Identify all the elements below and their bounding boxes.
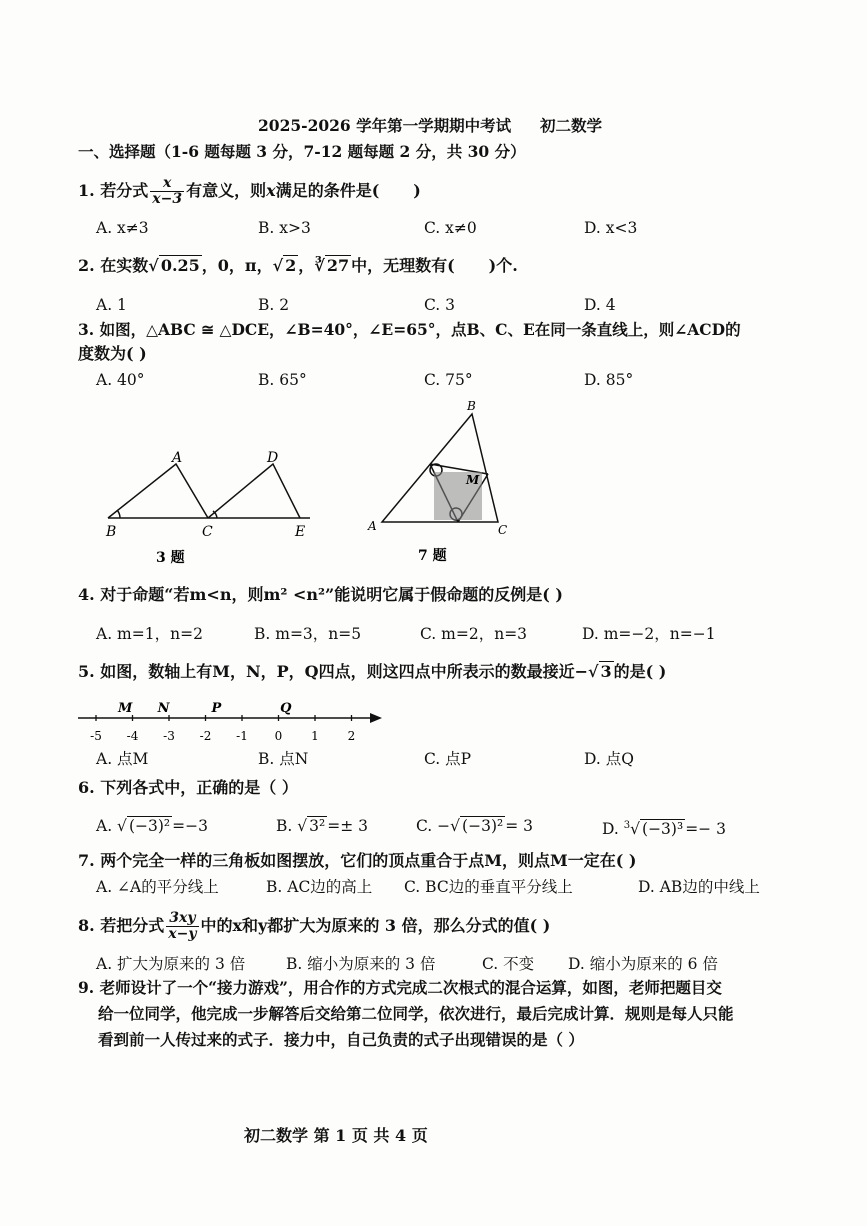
q2-num: 2.	[78, 256, 95, 275]
q3-label-a: A	[172, 450, 183, 466]
q1-post2: 满足的条件是(	[275, 181, 380, 200]
q6-a-radicand: (−3)²	[128, 817, 171, 835]
q2-option-a[interactable]: A. 1	[96, 296, 127, 314]
q4-option-b[interactable]: B. m=3，n=5	[254, 625, 362, 643]
question-4: 4. 对于命题“若m<n，则m² <n²”能说明它属于假命题的反例是( )	[78, 585, 563, 604]
q5-text-post: 的是( )	[613, 662, 667, 681]
q2-option-d[interactable]: D. 4	[584, 296, 616, 314]
q3-line-2: 度数为( )	[78, 344, 147, 363]
q6-d-rest: =− 3	[685, 820, 726, 839]
q8-frac-num: 3xy	[166, 911, 198, 927]
q4-option-d[interactable]: D. m=−2，n=−1	[582, 625, 716, 643]
q8-option-b[interactable]: B. 缩小为原来的 3 倍	[286, 955, 436, 973]
axis-tick-label: -2	[199, 729, 212, 743]
q2-close: )个.	[488, 256, 518, 275]
q8-option-a[interactable]: A. 扩大为原来的 3 倍	[96, 955, 246, 973]
section-heading: 一、选择题（1-6 题每题 3 分，7-12 题每题 2 分，共 30 分）	[78, 142, 526, 161]
q4-option-c[interactable]: C. m=2，n=3	[420, 625, 528, 643]
q1-post: 有意义，则	[186, 181, 267, 200]
q7-option-a[interactable]: A. ∠A的平分线上	[96, 878, 219, 896]
axis-tick-label: -4	[126, 729, 139, 743]
q6-d-label: D.	[602, 820, 619, 839]
axis-point-label-m: M	[118, 701, 133, 716]
q2-sep: ，	[298, 256, 315, 275]
q9-line-1: 9. 老师设计了一个“接力游戏”，用合作的方式完成二次根式的混合运算，如图，老师把题目交	[78, 978, 722, 997]
q3-label-b: B	[106, 524, 117, 540]
q6-a-label: A.	[96, 817, 113, 835]
axis-tick-label: 1	[311, 729, 319, 743]
q1-option-c[interactable]: C. x≠0	[424, 219, 477, 237]
q1-num: 1.	[78, 181, 95, 200]
q2-radical-1: 0.25	[160, 256, 200, 275]
q6-b-rest: =± 3	[327, 817, 368, 835]
axis-tick-label: -3	[163, 729, 175, 743]
q6-c-label: C. −	[416, 817, 451, 835]
q5-option-b[interactable]: B. 点N	[258, 750, 309, 768]
q6-a-rest: =−3	[172, 817, 208, 835]
q3-label-d: D	[267, 450, 279, 466]
q8-frac-den: x−y	[168, 926, 197, 942]
q3-line-1: 3. 如图，△ABC ≅ △DCE，∠B=40°，∠E=65°，点B、C、E在同一条直线上，则∠ACD的	[78, 320, 741, 339]
q5-option-a[interactable]: A. 点M	[96, 750, 149, 768]
question-5: 5. 如图，数轴上有M，N，P，Q四点，则这四点中所表示的数最接近−√ 3 的是( )	[78, 662, 667, 681]
number-line	[74, 696, 394, 746]
q7-label-c: C	[498, 523, 508, 537]
question-7: 7. 两个完全一样的三角板如图摆放，它们的顶点重合于点M，则点M一定在( )	[78, 851, 637, 870]
q3-figure	[100, 440, 330, 570]
q1-pre: 若分式	[100, 181, 149, 200]
q2-radical-2: 2	[285, 256, 297, 275]
axis-tick-label: 0	[274, 729, 283, 743]
q6-d-index: 3	[623, 820, 631, 831]
q7-label-b: B	[467, 399, 476, 413]
q3-label-e: E	[295, 524, 306, 540]
q2-pre: 在实数	[100, 256, 149, 275]
q3-option-c[interactable]: C. 75°	[424, 371, 473, 389]
q2-post: 中，无理数有(	[351, 256, 455, 275]
q1-frac-num: x	[150, 176, 184, 192]
q8-post: 中的x和y都扩大为原来的 3 倍，那么分式的值( )	[200, 916, 551, 935]
q2-option-b[interactable]: B. 2	[258, 296, 290, 314]
exam-subject: 初二数学	[540, 116, 603, 135]
q1-frac-den: x−3	[152, 191, 183, 207]
q9-line-3: 看到前一人传过来的式子．接力中，自己负责的式子出现错误的是（ ）	[98, 1030, 584, 1049]
q5-option-c[interactable]: C. 点P	[424, 750, 472, 768]
q3-option-d[interactable]: D. 85°	[584, 371, 634, 389]
q7-label-m: M	[466, 473, 480, 487]
axis-point-label-p: P	[211, 701, 222, 716]
q6-c-radicand: (−3)²	[462, 817, 504, 835]
question-6: 6. 下列各式中，正确的是（ ）	[78, 778, 298, 797]
question-8	[78, 911, 550, 942]
q6-option-d[interactable]: D. $^3$√ (−3)³ =− 3	[602, 820, 726, 839]
q2-option-c[interactable]: C. 3	[424, 296, 456, 314]
q5-option-d[interactable]: D. 点Q	[584, 750, 634, 768]
q8-pre: 8. 若把分式	[78, 916, 165, 935]
q7-option-b[interactable]: B. AC边的高上	[266, 878, 373, 896]
q5-radicand: 3	[600, 662, 612, 681]
axis-tick-label: -1	[236, 729, 248, 743]
question-2: 2. 在实数√ 0.25 ，0，π，√ 2 ，∛ 27 中，无理数有( )个.	[78, 256, 518, 275]
q9-line-2: 给一位同学，他完成一步解答后交给第二位同学，依次进行，最后完成计算．规则是每人只能	[98, 1004, 734, 1023]
q1-option-a[interactable]: A. x≠3	[96, 219, 149, 237]
q1-option-d[interactable]: D. x<3	[584, 219, 638, 237]
q1-var: x	[266, 181, 276, 200]
q3-label-c: C	[202, 524, 213, 540]
q4-option-a[interactable]: A. m=1，n=2	[96, 625, 203, 643]
q8-option-c[interactable]: C. 不变	[482, 955, 535, 973]
q6-b-radicand: 3²	[309, 817, 326, 835]
axis-point-label-q: Q	[280, 701, 292, 716]
question-1	[78, 176, 421, 207]
q1-close: )	[413, 181, 421, 200]
q6-option-a[interactable]: A. √ (−3)² =−3	[96, 817, 208, 835]
q7-label-a: A	[368, 519, 377, 533]
q3-option-a[interactable]: A. 40°	[96, 371, 145, 389]
q6-option-b[interactable]: B. √ 3² =± 3	[276, 817, 368, 835]
q6-c-rest: = 3	[505, 817, 533, 835]
q5-text-pre: 5. 如图，数轴上有M，N，P，Q四点，则这四点中所表示的数最接近−	[78, 662, 588, 681]
q1-option-b[interactable]: B. x>3	[258, 219, 311, 237]
q2-mid: ，0，π，	[201, 256, 273, 275]
q8-option-d[interactable]: D. 缩小为原来的 6 倍	[568, 955, 718, 973]
q3-option-b[interactable]: B. 65°	[258, 371, 307, 389]
q7-caption: 7 题	[418, 548, 447, 564]
q2-radical-3: 27	[326, 256, 350, 275]
axis-tick-label: -5	[90, 729, 102, 743]
q7-option-c[interactable]: C. BC边的垂直平分线上	[404, 878, 573, 896]
q7-figure	[360, 398, 530, 568]
q7-option-d[interactable]: D. AB边的中线上	[638, 878, 760, 896]
q6-d-radicand: (−3)³	[642, 820, 684, 839]
q3-caption: 3 题	[156, 550, 185, 566]
q8-fraction	[166, 911, 198, 942]
q1-fraction	[150, 176, 184, 207]
q6-b-label: B.	[276, 817, 293, 835]
axis-point-label-n: N	[157, 701, 170, 716]
exam-title: 2025-2026 学年第一学期期中考试	[258, 116, 512, 135]
page-footer: 初二数学 第 1 页 共 4 页	[244, 1126, 428, 1145]
axis-tick-label: 2	[347, 729, 356, 743]
q6-option-c[interactable]: C. −√ (−3)² = 3	[416, 817, 533, 835]
